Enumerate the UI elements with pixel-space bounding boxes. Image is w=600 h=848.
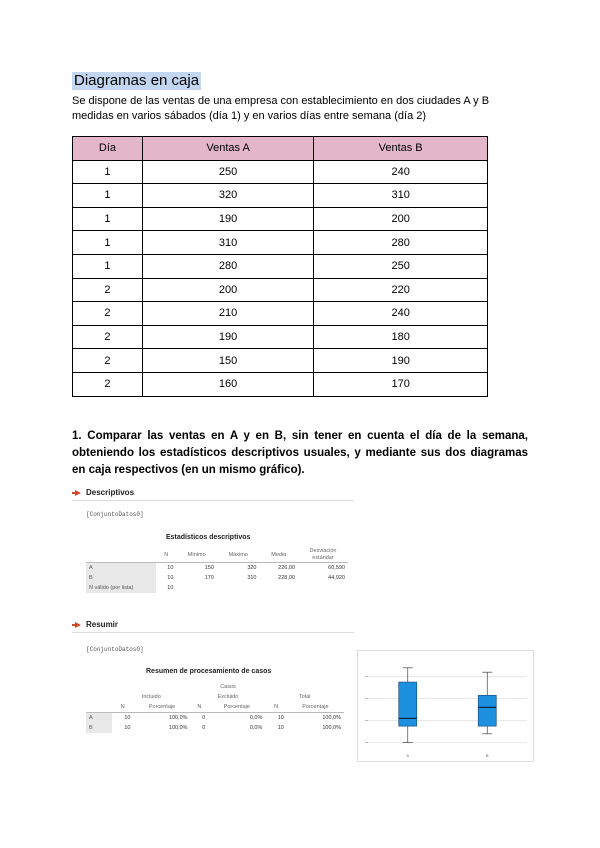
row-label: B [86, 573, 156, 583]
table-cell: 240 [314, 160, 488, 184]
table-cell: 2 [73, 372, 143, 396]
table-cell: 0 [202, 715, 206, 721]
table-cell: 310 [142, 231, 313, 255]
table-cell: 250 [142, 160, 313, 184]
desc-col-sd: Desviación estándar [298, 548, 348, 563]
table-cell: 100,0% [322, 715, 341, 721]
table-cell: 2 [73, 325, 143, 349]
sub-col: Porcentaje [133, 702, 190, 713]
table-cell: 190 [142, 207, 313, 231]
table-row [86, 713, 344, 724]
descriptivos-table-title: Estadísticos descriptivos [166, 534, 251, 541]
desc-col-max: Máximo [217, 548, 260, 563]
table-cell: 180 [314, 325, 488, 349]
table-cell: 2 [73, 302, 143, 326]
row-label: B [86, 723, 112, 733]
table-row [73, 372, 488, 396]
table-cell: 228,00 [278, 575, 295, 581]
table-cell: 190 [314, 349, 488, 373]
row-label: A [86, 563, 156, 574]
table-cell: 10 [124, 725, 131, 731]
row-label: A [86, 713, 112, 724]
resumir-table-title: Resumen de procesamiento de casos [146, 668, 272, 675]
col-header-dia: Día [73, 137, 143, 161]
table-cell: 240 [314, 302, 488, 326]
table-cell: 160 [142, 372, 313, 396]
table-cell [260, 583, 299, 593]
intro-text: Se dispone de las ventas de una empresa con establecimiento en dos ciudades A y B medidas en varios sábados (día 1) y en varios días entre semana (día 2) [72, 95, 490, 122]
arrow-right-icon [75, 490, 81, 496]
table-cell: 200 [314, 207, 488, 231]
table-cell: 100,0% [322, 725, 341, 731]
table-row [86, 723, 344, 733]
sales-table [72, 136, 488, 397]
dataset-label: [ConjuntoDatos0] [86, 646, 144, 653]
section-resumir: Resumir [72, 620, 118, 629]
group-excluido: Excluido [217, 694, 239, 700]
table-cell: 150 [204, 565, 214, 571]
table-row [86, 573, 348, 583]
descriptivos-table [86, 548, 348, 593]
dataset-label: [ConjuntoDatos0] [86, 511, 144, 518]
table-cell: 10 [167, 565, 174, 571]
table-cell: 310 [314, 184, 488, 208]
sub-col: N [191, 702, 209, 713]
casos-header: Casos [220, 684, 236, 690]
table-cell: 280 [142, 254, 313, 278]
desc-col-media: Media [260, 548, 299, 563]
table-cell [217, 583, 260, 593]
question-text: 1. Comparar las ventas en A y en B, sin tener en cuenta el día de la semana, obteniendo los estadísticos descriptivos usuales, y mediante sus dos diagramas en caja respectivos (en un mismo gráfico). [72, 430, 528, 476]
table-cell: 210 [142, 302, 313, 326]
table-cell: 150 [142, 349, 313, 373]
table-cell: 2 [73, 349, 143, 373]
table-cell [298, 583, 348, 593]
boxplot-svg [358, 651, 533, 761]
table-cell: 100,0% [168, 725, 188, 731]
table-cell: 2 [73, 278, 143, 302]
desc-col-n: N [156, 548, 176, 563]
table-cell: 226,00 [278, 565, 295, 571]
group-total: Total [298, 694, 311, 700]
table-cell: 100,0% [168, 715, 188, 721]
sub-col: N [265, 702, 286, 713]
row-label: N válido (por lista) [86, 583, 156, 593]
section-descriptivos: Descriptivos [72, 488, 134, 497]
box-a [399, 682, 417, 726]
table-cell: 10 [167, 575, 174, 581]
table-row [86, 563, 348, 574]
table-cell: 1 [73, 184, 143, 208]
table-cell: 10 [277, 725, 284, 731]
boxplot-chart [357, 650, 534, 762]
box-b [478, 695, 496, 726]
table-row [73, 302, 488, 326]
table-cell: 200 [142, 278, 313, 302]
table-cell: 10 [167, 585, 174, 591]
table-row [86, 583, 348, 593]
arrow-right-icon [75, 622, 81, 628]
sub-col: N [112, 702, 133, 713]
table-cell: 320 [142, 184, 313, 208]
table-cell: 10 [277, 715, 284, 721]
table-cell: 220 [314, 278, 488, 302]
sub-col: Porcentaje [287, 702, 344, 713]
group-incluido: Incluido [141, 694, 161, 700]
sub-col: Porcentaje [208, 702, 265, 713]
table-cell: 44,920 [328, 575, 345, 581]
page-title: Diagramas en caja [74, 72, 200, 89]
table-cell: 0,0% [249, 725, 263, 731]
table-cell: 1 [73, 207, 143, 231]
table-cell: 1 [73, 254, 143, 278]
table-row [73, 349, 488, 373]
table-cell: 190 [142, 325, 313, 349]
table-cell: 170 [204, 575, 214, 581]
x-tick-label: B [485, 753, 489, 758]
table-cell: 0 [202, 725, 206, 731]
table-row [73, 254, 488, 278]
table-cell: 10 [124, 715, 131, 721]
x-tick-label: A [406, 753, 410, 758]
table-cell: 60,590 [328, 565, 345, 571]
desc-col-min: Mínimo [176, 548, 217, 563]
col-header-ventas-a: Ventas A [142, 137, 313, 161]
table-cell: 0,0% [249, 715, 263, 721]
table-row [73, 231, 488, 255]
table-cell: 1 [73, 231, 143, 255]
resumir-table [86, 682, 344, 733]
table-row [73, 325, 488, 349]
table-row [73, 160, 488, 184]
table-row [73, 184, 488, 208]
table-cell: 320 [247, 565, 257, 571]
table-cell: 1 [73, 160, 143, 184]
col-header-ventas-b: Ventas B [314, 137, 488, 161]
table-row [73, 207, 488, 231]
table-cell: 280 [314, 231, 488, 255]
table-cell: 310 [247, 575, 257, 581]
table-row [73, 278, 488, 302]
table-cell: 250 [314, 254, 488, 278]
table-cell [176, 583, 217, 593]
table-cell: 170 [314, 372, 488, 396]
